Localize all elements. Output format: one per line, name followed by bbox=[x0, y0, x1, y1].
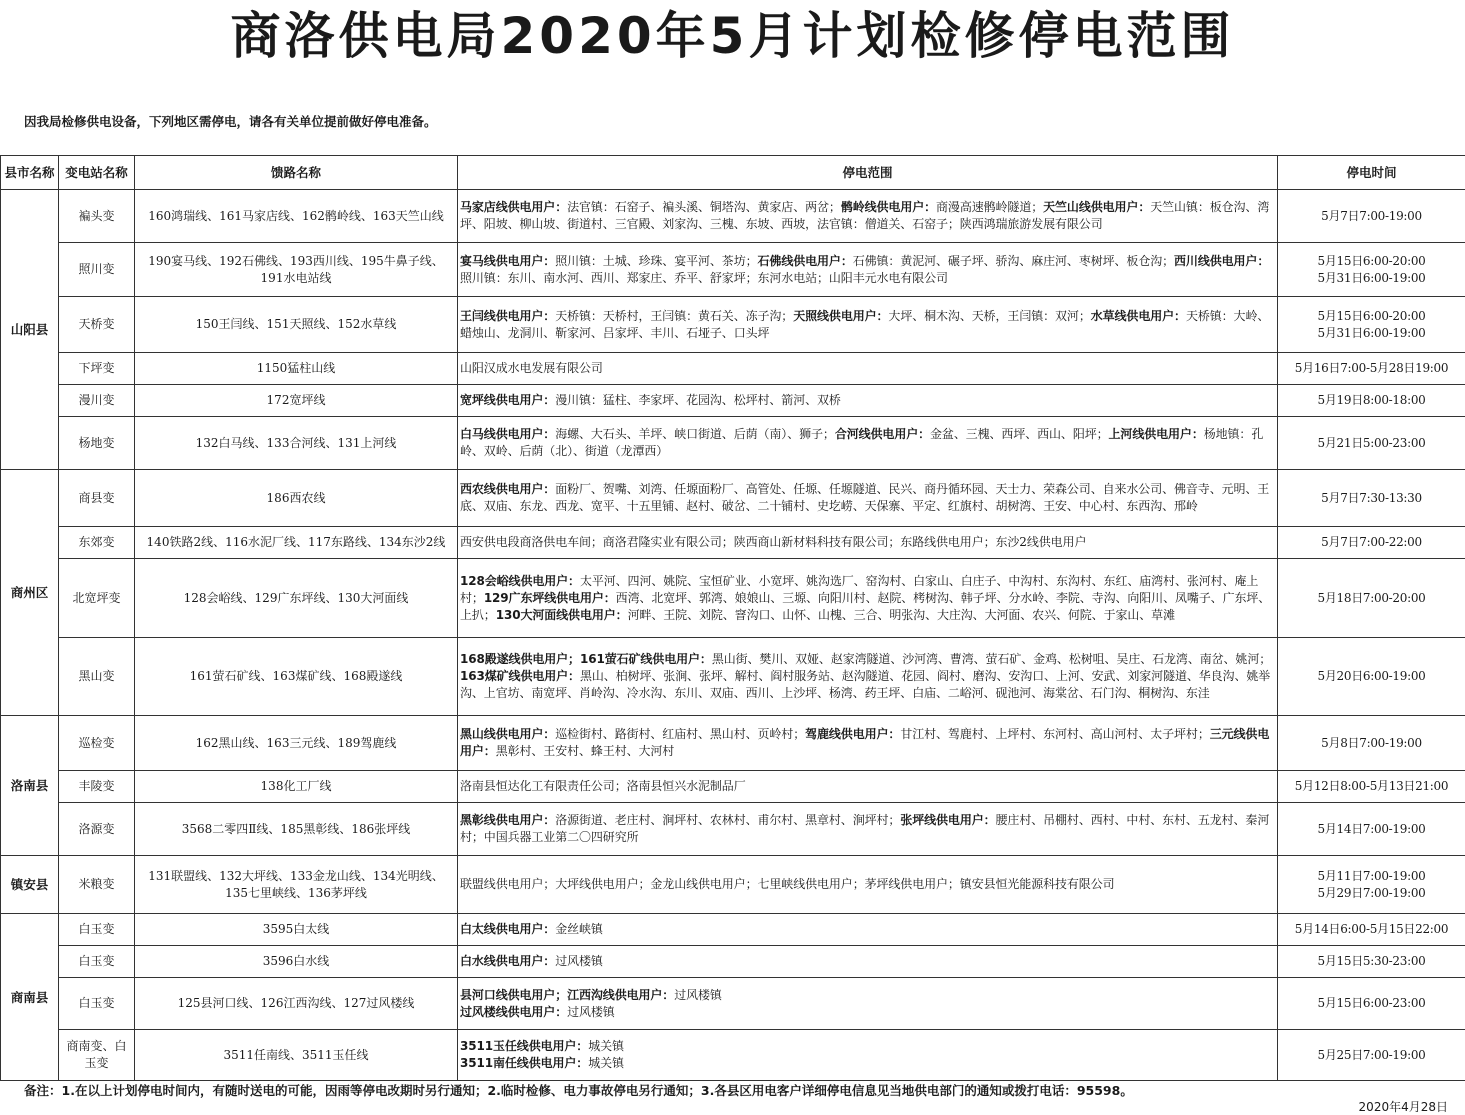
header-feeder: 馈路名称 bbox=[135, 156, 458, 190]
feeder-cell: 160鸿瑞线、161马家店线、162鹘岭线、163天竺山线 bbox=[135, 190, 458, 243]
scope-segment bbox=[460, 361, 603, 375]
scope-cell bbox=[458, 190, 1278, 243]
scope-segment bbox=[758, 254, 1175, 268]
outage-time: 5月21日5:00-23:00 bbox=[1280, 435, 1463, 452]
station-cell: 天桥变 bbox=[59, 297, 135, 353]
outage-time: 5月14日6:00-5月15日22:00 bbox=[1280, 921, 1463, 938]
scope-cell bbox=[458, 417, 1278, 470]
station-cell: 北宽坪变 bbox=[59, 559, 135, 638]
time-cell bbox=[1278, 297, 1465, 353]
scope-user-label: 上河线供电用户： bbox=[1109, 427, 1204, 441]
station-cell: 黑山变 bbox=[59, 638, 135, 716]
scope-segment bbox=[460, 779, 746, 793]
scope-segment bbox=[805, 727, 1210, 741]
scope-cell bbox=[458, 353, 1278, 385]
scope-area-text: 山阳汉成水电发展有限公司 bbox=[460, 361, 603, 375]
outage-time: 5月12日8:00-5月13日21:00 bbox=[1280, 778, 1463, 795]
scope-area-text: 黑山、柏树坪、张涧、张坪、解村、阎村服务站、赵沟隧道、花园、阎村、磨沟、安沟口、上河、安武、刘家河隧道、华良沟、姚举沟、上官坊、南宽坪、肖岭沟、冷水沟、东川、双庙、西川、上沙坪、杨湾、药王坪、白庙、二峪河、砚池河、海棠岔、石门沟、桐树沟、东洼 bbox=[460, 669, 1270, 700]
scope-user-label: 王闫线供电用户： bbox=[460, 309, 555, 323]
scope-user-label: 宴马线供电用户： bbox=[460, 254, 555, 268]
feeder-cell: 1150猛柱山线 bbox=[135, 353, 458, 385]
outage-time: 5月15日5:30-23:00 bbox=[1280, 953, 1463, 970]
scope-user-label: 168殿遂线供电用户；161萤石矿线供电用户： bbox=[460, 652, 712, 666]
station-cell: 白玉变 bbox=[59, 946, 135, 978]
table-row bbox=[1, 771, 1465, 803]
scope-area-text: 杨地镇：孔岭、双岭、后荫（北）、街道（龙潭西） bbox=[460, 427, 1263, 458]
scope-user-label: 鹘岭线供电用户： bbox=[841, 200, 936, 214]
table-row bbox=[1, 638, 1465, 716]
scope-user-label: 西农线供电用户： bbox=[460, 482, 555, 496]
table-row bbox=[1, 803, 1465, 856]
outage-time: 5月11日7:00-19:00 bbox=[1280, 868, 1463, 885]
table-row bbox=[1, 559, 1465, 638]
feeder-cell: 150王闫线、151天照线、152水草线 bbox=[135, 297, 458, 353]
time-cell bbox=[1278, 470, 1465, 527]
feeder-cell: 190宴马线、192石佛线、193西川线、195牛鼻子线、191水电站线 bbox=[135, 243, 458, 297]
scope-segment bbox=[460, 1039, 624, 1053]
scope-area-text: 法官镇：石窑子、褊头溪、铜塔沟、黄家店、两岔； bbox=[567, 200, 841, 214]
county-cell: 山阳县 bbox=[1, 190, 59, 470]
scope-cell bbox=[458, 914, 1278, 946]
table-row bbox=[1, 914, 1465, 946]
time-cell bbox=[1278, 385, 1465, 417]
feeder-cell: 3595白太线 bbox=[135, 914, 458, 946]
station-cell: 东郊变 bbox=[59, 527, 135, 559]
scope-area-text: 洛南县恒达化工有限责任公司；洛南县恒兴水泥制品厂 bbox=[460, 779, 746, 793]
scope-area-text: 天桥镇：大岭、蜡烛山、龙洞川、靳家河、吕家坪、丰川、石垭子、口头坪 bbox=[460, 309, 1269, 340]
scope-area-text: 甘江村、驾鹿村、上坪村、东河村、高山河村、太子坪村； bbox=[900, 727, 1209, 741]
scope-area-text: 腰庄村、吊棚村、西村、中村、东村、五龙村、秦河村；中国兵器工业第二〇四研究所 bbox=[460, 813, 1269, 844]
header-time: 停电时间 bbox=[1278, 156, 1465, 190]
outage-time: 5月7日7:00-22:00 bbox=[1280, 534, 1463, 551]
scope-area-text: 洛源街道、老庄村、涧坪村、农林村、甫尔村、黑章村、涧坪村； bbox=[555, 813, 900, 827]
station-cell: 下坪变 bbox=[59, 353, 135, 385]
scope-area-text: 石佛镇：黄泥河、碾子坪、骄沟、麻庄河、枣树坪、板仓沟； bbox=[853, 254, 1174, 268]
table-row bbox=[1, 190, 1465, 243]
outage-time: 5月7日7:00-19:00 bbox=[1280, 208, 1463, 225]
scope-user-label: 黑山线供电用户： bbox=[460, 727, 555, 741]
feeder-cell: 186西农线 bbox=[135, 470, 458, 527]
outage-time: 5月14日7:00-19:00 bbox=[1280, 821, 1463, 838]
scope-user-label: 驾鹿线供电用户： bbox=[805, 727, 900, 741]
scope-user-label: 宽坪线供电用户： bbox=[460, 393, 555, 407]
scope-area-text: 过风楼镇 bbox=[674, 988, 722, 1002]
scope-user-label: 西川线供电用户： bbox=[1174, 254, 1269, 268]
outage-time: 5月19日8:00-18:00 bbox=[1280, 392, 1463, 409]
scope-user-label: 3511玉任线供电用户： bbox=[460, 1039, 588, 1053]
scope-segment bbox=[460, 393, 841, 407]
header-scope: 停电范围 bbox=[458, 156, 1278, 190]
scope-cell bbox=[458, 385, 1278, 417]
county-cell: 商州区 bbox=[1, 470, 59, 716]
scope-segment bbox=[835, 427, 1109, 441]
station-cell: 白玉变 bbox=[59, 914, 135, 946]
feeder-cell: 3511任南线、3511玉任线 bbox=[135, 1030, 458, 1081]
scope-area-text: 西湾、北宽坪、郭湾、娘娘山、三塬、向阳川村、赵院、栲树沟、韩子坪、分水岭、李院、寺沟、向阳川、凤嘴子、广东坪、上扒； bbox=[460, 591, 1270, 622]
scope-user-label: 129广东坪线供电用户： bbox=[484, 591, 616, 605]
station-cell: 照川变 bbox=[59, 243, 135, 297]
scope-area-text: 金盆、三槐、西坪、西山、阳坪； bbox=[930, 427, 1109, 441]
time-cell bbox=[1278, 353, 1465, 385]
feeder-cell: 161萤石矿线、163煤矿线、168殿遂线 bbox=[135, 638, 458, 716]
feeder-cell: 125县河口线、126江西沟线、127过风楼线 bbox=[135, 978, 458, 1030]
scope-user-label: 130大河面线供电用户： bbox=[496, 608, 628, 622]
scope-area-text: 照川镇：东川、南水河、西川、郑家庄、乔平、舒家坪；东河水电站；山阳丰元水电有限公司 bbox=[460, 271, 948, 285]
scope-area-text: 巡检街村、路街村、红庙村、黑山村、页岭村； bbox=[555, 727, 805, 741]
scope-user-label: 天竺山线供电用户： bbox=[1043, 200, 1150, 214]
scope-area-text: 黑山街、樊川、双娅、赵家湾隧道、沙河湾、曹湾、萤石矿、金鸡、松树咀、吴庄、石龙湾、南岔、姚河； bbox=[712, 652, 1271, 666]
time-cell bbox=[1278, 856, 1465, 914]
scope-area-text: 天桥镇：天桥村，王闫镇：黄石关、冻子沟； bbox=[555, 309, 793, 323]
scope-area-text: 河畔、王院、刘院、窨沟口、山怀、山槐、三合、明张沟、大庄沟、大河面、农兴、何院、于家山、草滩 bbox=[628, 608, 1175, 622]
scope-segment bbox=[460, 988, 722, 1002]
outage-time: 5月8日7:00-19:00 bbox=[1280, 735, 1463, 752]
time-cell bbox=[1278, 946, 1465, 978]
scope-area-text: 城关镇 bbox=[588, 1039, 624, 1053]
county-cell: 洛南县 bbox=[1, 716, 59, 856]
outage-time: 5月20日6:00-19:00 bbox=[1280, 668, 1463, 685]
intro-text: 因我局检修供电设备，下列地区需停电，请各有关单位提前做好停电准备。 bbox=[24, 112, 437, 130]
table-row bbox=[1, 353, 1465, 385]
scope-segment bbox=[460, 427, 835, 441]
feeder-cell: 3568二零四Ⅱ线、185黑彰线、186张坪线 bbox=[135, 803, 458, 856]
scope-segment bbox=[460, 652, 1271, 666]
table-row bbox=[1, 527, 1465, 559]
scope-area-text: 金丝峡镇 bbox=[555, 922, 603, 936]
scope-segment bbox=[460, 669, 1270, 700]
table-row bbox=[1, 716, 1465, 771]
header-county: 县市名称 bbox=[1, 156, 59, 190]
scope-area-text: 城关镇 bbox=[588, 1056, 624, 1070]
scope-user-label: 县河口线供电用户；江西沟线供电用户： bbox=[460, 988, 674, 1002]
scope-area-text: 西安供电段商洛供电车间；商洛君隆实业有限公司；陕西商山新材料科技有限公司；东路线供电用户；东沙2线供电用户 bbox=[460, 535, 1086, 549]
time-cell bbox=[1278, 638, 1465, 716]
time-cell bbox=[1278, 1030, 1465, 1081]
table-row bbox=[1, 385, 1465, 417]
station-cell: 洛源变 bbox=[59, 803, 135, 856]
feeder-cell: 140铁路2线、116水泥厂线、117东路线、134东沙2线 bbox=[135, 527, 458, 559]
scope-segment bbox=[460, 922, 603, 936]
station-cell: 商南变、白玉变 bbox=[59, 1030, 135, 1081]
scope-area-text: 商漫高速鹘岭隧道； bbox=[936, 200, 1043, 214]
table-row bbox=[1, 417, 1465, 470]
scope-segment bbox=[460, 813, 900, 827]
scope-cell bbox=[458, 470, 1278, 527]
county-cell: 镇安县 bbox=[1, 856, 59, 914]
outage-time: 5月31日6:00-19:00 bbox=[1280, 325, 1463, 342]
scope-area-text: 漫川镇：猛柱、李家坪、花园沟、松坪村、箭河、双桥 bbox=[555, 393, 841, 407]
scope-segment bbox=[460, 1056, 624, 1070]
table-row bbox=[1, 470, 1465, 527]
scope-cell bbox=[458, 716, 1278, 771]
time-cell bbox=[1278, 417, 1465, 470]
table-row bbox=[1, 243, 1465, 297]
table-row bbox=[1, 946, 1465, 978]
station-cell: 米粮变 bbox=[59, 856, 135, 914]
scope-user-label: 水草线供电用户： bbox=[1091, 309, 1186, 323]
scope-cell bbox=[458, 803, 1278, 856]
feeder-cell: 138化工厂线 bbox=[135, 771, 458, 803]
footnote: 备注：1.在以上计划停电时间内，有随时送电的可能，因雨等停电改期时另行通知；2.临时检修、电力事故停电另行通知；3.各县区用电客户详细停电信息见当地供电部门的通知或拨打电话：95598。 bbox=[24, 1081, 1133, 1099]
scope-area-text: 面粉厂、贺嘴、刘湾、任塬面粉厂、高管处、任塬、任塬隧道、民兴、商丹循环园、天士力、荣森公司、自来水公司、佛音寺、元明、王底、双庙、东龙、西龙、宽平、十五里铺、赵村、破岔、二十铺村、史圪崂、天保寨、平定、红旗村、胡树湾、王安、中心村、东西沟、邢岭 bbox=[460, 482, 1269, 513]
scope-segment bbox=[460, 309, 793, 323]
scope-user-label: 合河线供电用户： bbox=[835, 427, 930, 441]
scope-area-text: 海螺、大石头、羊坪、峡口街道、后荫（南）、狮子； bbox=[555, 427, 835, 441]
outage-time: 5月16日7:00-5月28日19:00 bbox=[1280, 360, 1463, 377]
scope-user-label: 163煤矿线供电用户： bbox=[460, 669, 580, 683]
time-cell bbox=[1278, 527, 1465, 559]
time-cell bbox=[1278, 559, 1465, 638]
feeder-cell: 172宽坪线 bbox=[135, 385, 458, 417]
scope-user-label: 128会峪线供电用户： bbox=[460, 574, 580, 588]
feeder-cell: 131联盟线、132大坪线、133金龙山线、134光明线、135七里峡线、136茅坪线 bbox=[135, 856, 458, 914]
outage-time: 5月25日7:00-19:00 bbox=[1280, 1047, 1463, 1064]
scope-area-text: 过风楼镇 bbox=[555, 954, 603, 968]
outage-time: 5月29日7:00-19:00 bbox=[1280, 885, 1463, 902]
scope-cell bbox=[458, 243, 1278, 297]
scope-cell bbox=[458, 638, 1278, 716]
station-cell: 白玉变 bbox=[59, 978, 135, 1030]
table-header-row bbox=[1, 156, 1465, 190]
time-cell bbox=[1278, 978, 1465, 1030]
time-cell bbox=[1278, 190, 1465, 243]
scope-area-text: 大坪、桐木沟、天桥，王闫镇：双河； bbox=[888, 309, 1090, 323]
station-cell: 杨地变 bbox=[59, 417, 135, 470]
outage-time: 5月7日7:30-13:30 bbox=[1280, 490, 1463, 507]
station-cell: 商县变 bbox=[59, 470, 135, 527]
scope-area-text: 天竺山镇：板仓沟、湾坪、阳坡、柳山坡、街道村、三官殿、刘家沟、三槐、东坡、西坡，法官镇：僧道关、石窑子；陕西鸿瑞旅游发展有限公司 bbox=[460, 200, 1269, 231]
scope-cell bbox=[458, 856, 1278, 914]
outage-time: 5月15日6:00-23:00 bbox=[1280, 995, 1463, 1012]
table-row bbox=[1, 856, 1465, 914]
scope-segment bbox=[460, 482, 1269, 513]
scope-user-label: 三元线供电用户： bbox=[460, 727, 1269, 758]
outage-time: 5月15日6:00-20:00 bbox=[1280, 253, 1463, 270]
station-cell: 巡检变 bbox=[59, 716, 135, 771]
time-cell bbox=[1278, 243, 1465, 297]
scope-user-label: 白马线供电用户： bbox=[460, 427, 555, 441]
scope-user-label: 白水线供电用户： bbox=[460, 954, 555, 968]
scope-segment bbox=[460, 954, 603, 968]
feeder-cell: 128会峪线、129广东坪线、130大河面线 bbox=[135, 559, 458, 638]
outage-table bbox=[0, 155, 1465, 1081]
scope-user-label: 张坪线供电用户： bbox=[900, 813, 995, 827]
table-body bbox=[1, 190, 1465, 1081]
station-cell: 褊头变 bbox=[59, 190, 135, 243]
scope-segment bbox=[841, 200, 1043, 214]
feeder-cell: 162黑山线、163三元线、189驾鹿线 bbox=[135, 716, 458, 771]
feeder-cell: 132白马线、133合河线、131上河线 bbox=[135, 417, 458, 470]
scope-user-label: 过风楼线供电用户： bbox=[460, 1005, 567, 1019]
scope-segment bbox=[460, 1005, 615, 1019]
scope-user-label: 黑彰线供电用户： bbox=[460, 813, 555, 827]
table-row bbox=[1, 978, 1465, 1030]
time-cell bbox=[1278, 716, 1465, 771]
scope-user-label: 马家店线供电用户： bbox=[460, 200, 567, 214]
scope-segment bbox=[460, 254, 758, 268]
feeder-cell: 3596白水线 bbox=[135, 946, 458, 978]
scope-cell bbox=[458, 297, 1278, 353]
scope-segment bbox=[460, 877, 1115, 891]
outage-time: 5月18日7:00-20:00 bbox=[1280, 590, 1463, 607]
scope-user-label: 白太线供电用户： bbox=[460, 922, 555, 936]
page-title: 商洛供电局2020年5月计划检修停电范围 bbox=[0, 2, 1465, 70]
time-cell bbox=[1278, 771, 1465, 803]
scope-cell bbox=[458, 1030, 1278, 1081]
station-cell: 漫川变 bbox=[59, 385, 135, 417]
scope-segment bbox=[460, 535, 1086, 549]
scope-area-text: 太平河、四河、姚院、宝恒矿业、小宽坪、姚沟选厂、窑沟村、白家山、白庄子、中沟村、东沟村、东红、庙湾村、张河村、庵上村； bbox=[460, 574, 1258, 605]
table-row bbox=[1, 1030, 1465, 1081]
outage-time: 5月31日6:00-19:00 bbox=[1280, 270, 1463, 287]
time-cell bbox=[1278, 803, 1465, 856]
scope-area-text: 联盟线供电用户；大坪线供电用户；金龙山线供电用户；七里峡线供电用户；茅坪线供电用户；镇安县恒光能源科技有限公司 bbox=[460, 877, 1115, 891]
publish-date: 2020年4月28日 bbox=[1359, 1098, 1448, 1115]
scope-area-text: 黑彰村、王安村、蜂王村、大河村 bbox=[496, 744, 675, 758]
scope-cell bbox=[458, 771, 1278, 803]
table-row bbox=[1, 297, 1465, 353]
scope-user-label: 天照线供电用户： bbox=[793, 309, 888, 323]
scope-segment bbox=[460, 727, 805, 741]
outage-time: 5月15日6:00-20:00 bbox=[1280, 308, 1463, 325]
station-cell: 丰陵变 bbox=[59, 771, 135, 803]
scope-area-text: 照川镇：土城、珍珠、宴平河、茶坊； bbox=[555, 254, 757, 268]
county-cell: 商南县 bbox=[1, 914, 59, 1081]
header-station: 变电站名称 bbox=[59, 156, 135, 190]
scope-area-text: 过风楼镇 bbox=[567, 1005, 615, 1019]
scope-cell bbox=[458, 946, 1278, 978]
scope-segment bbox=[496, 608, 1175, 622]
scope-cell bbox=[458, 527, 1278, 559]
time-cell bbox=[1278, 914, 1465, 946]
scope-segment bbox=[460, 200, 841, 214]
scope-cell bbox=[458, 978, 1278, 1030]
scope-user-label: 石佛线供电用户： bbox=[758, 254, 853, 268]
scope-cell bbox=[458, 559, 1278, 638]
scope-segment bbox=[793, 309, 1091, 323]
scope-user-label: 3511南任线供电用户： bbox=[460, 1056, 588, 1070]
